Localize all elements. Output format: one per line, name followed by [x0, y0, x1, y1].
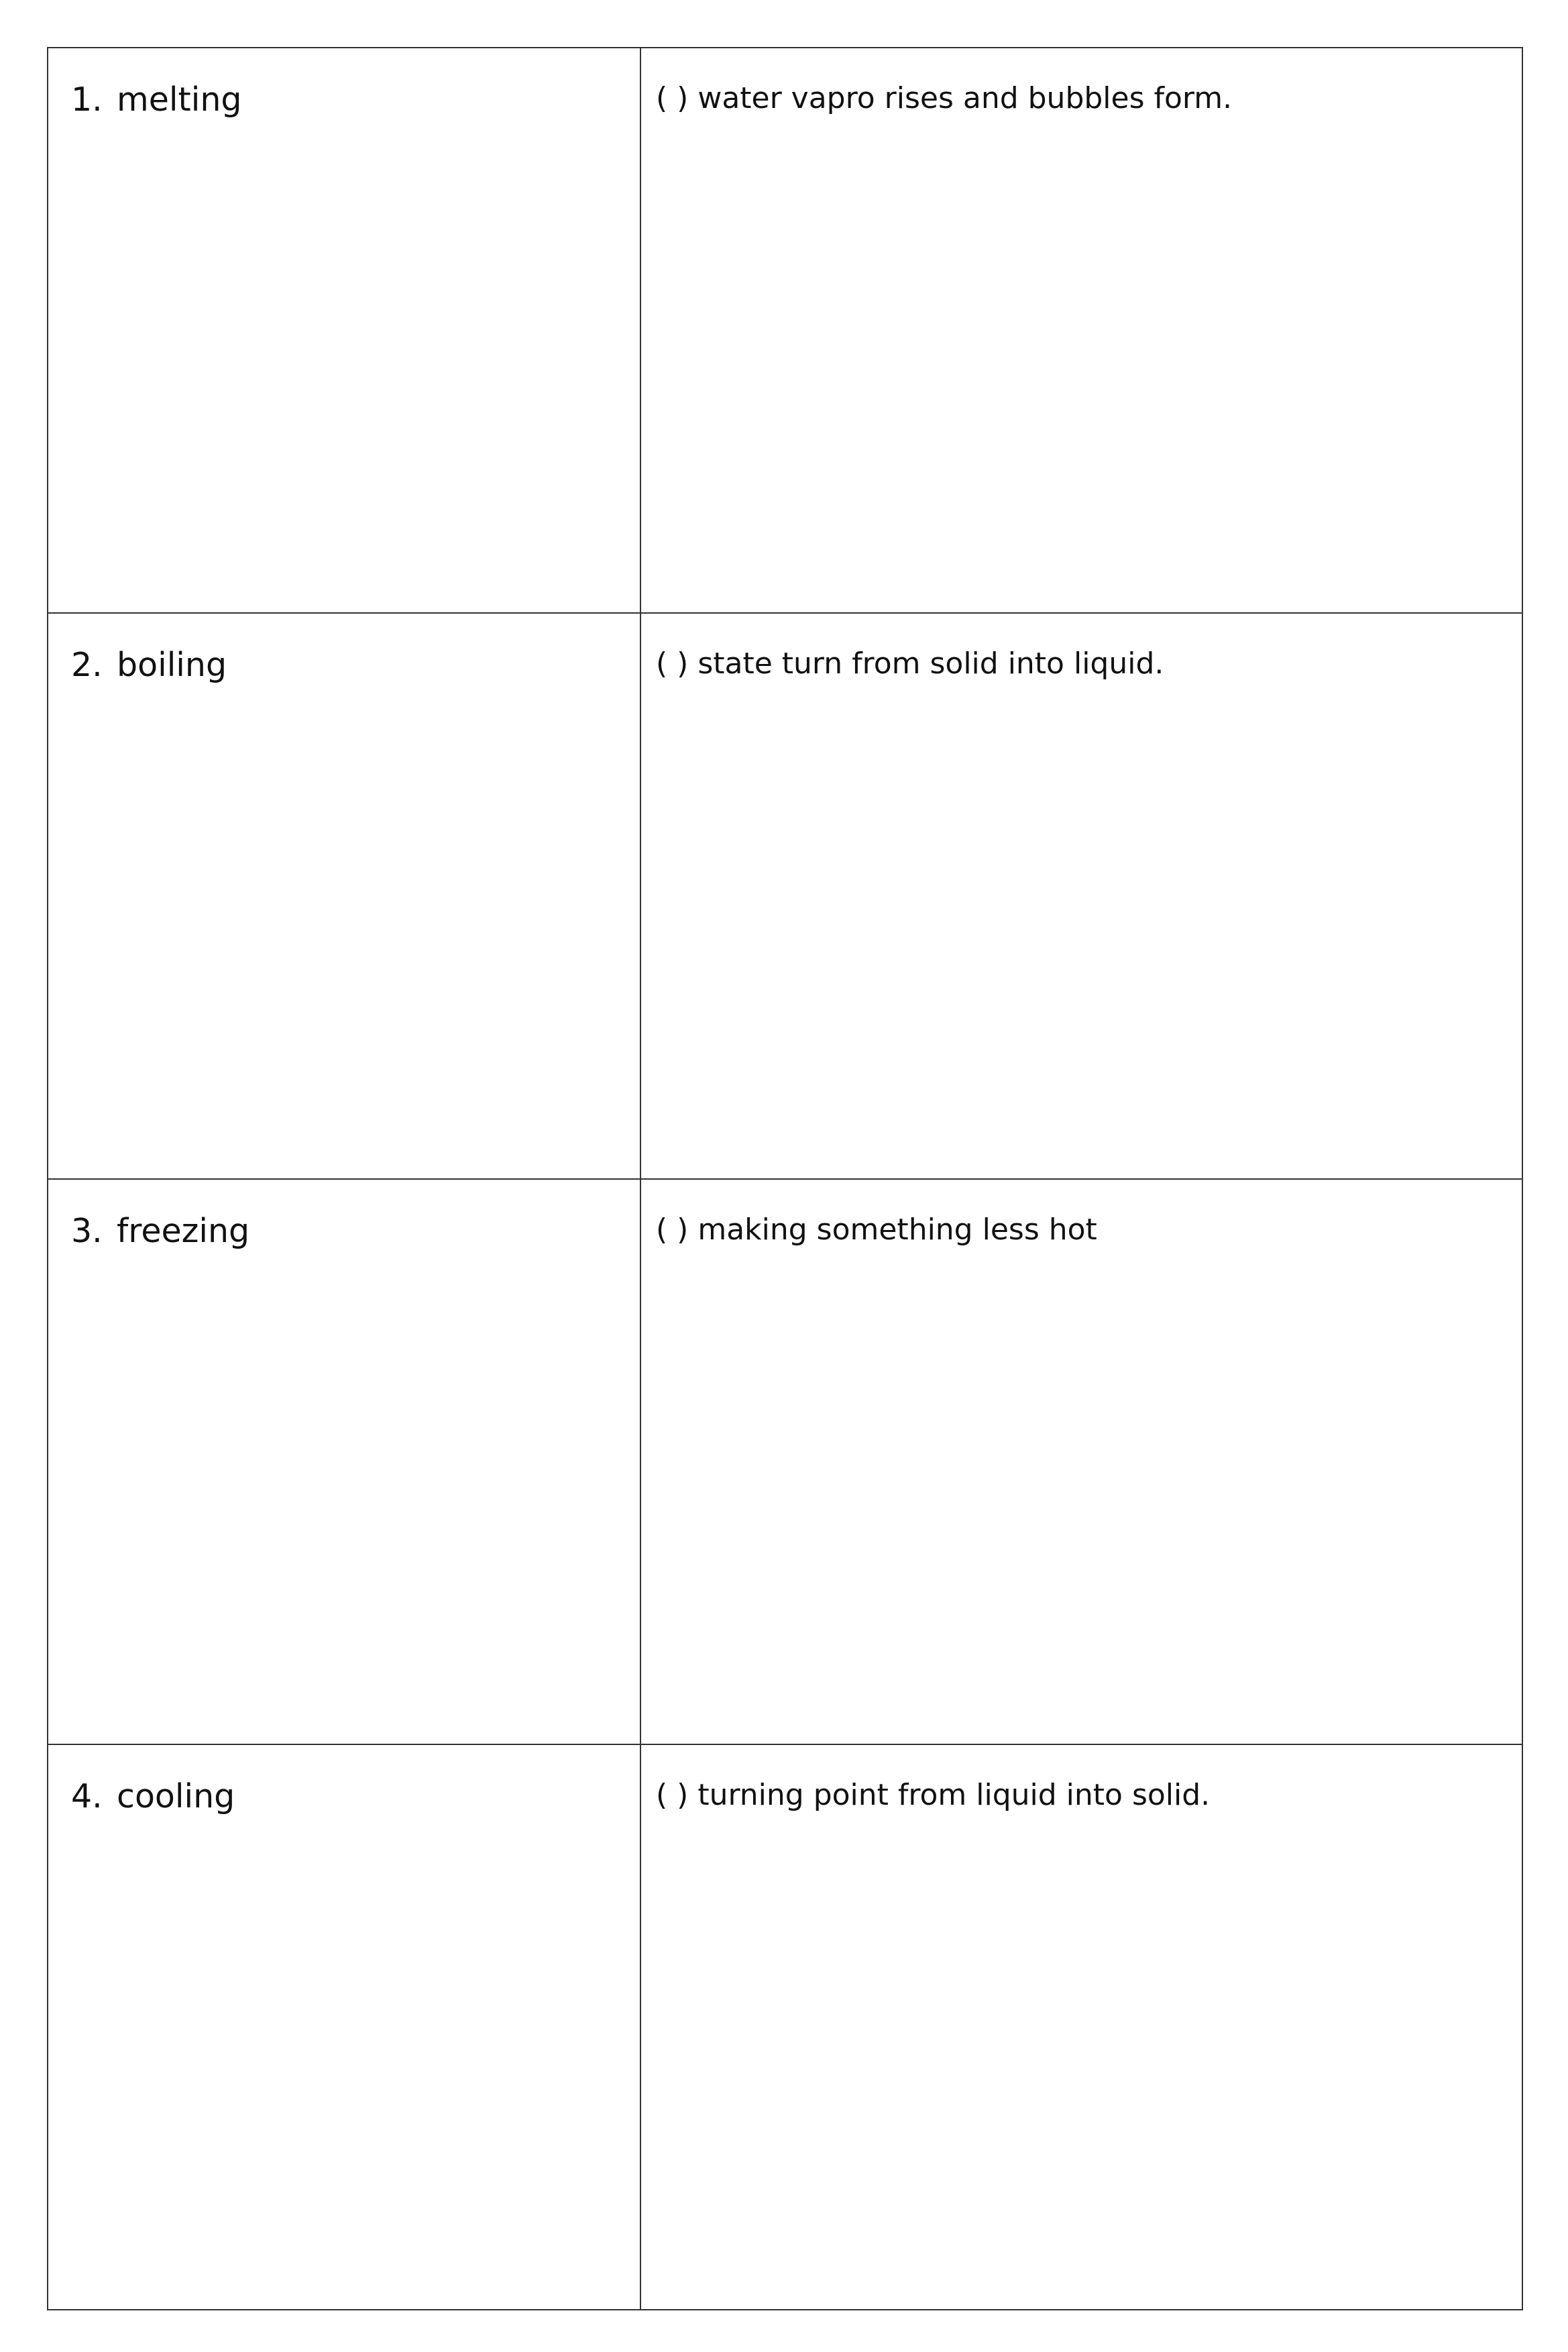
answer-blank-2: ( ) [656, 647, 689, 681]
term-3 [71, 1211, 640, 1252]
worksheet-row-2 [48, 613, 1522, 1178]
term-number-1: 1. [71, 80, 103, 119]
term-number-3: 3. [71, 1211, 103, 1250]
term-cell-4 [48, 1744, 640, 2310]
definition-text-4: turning point from liquid into solid. [697, 1777, 1211, 1812]
worksheet-row-1 [48, 48, 1522, 613]
answer-blank-1: ( ) [656, 81, 689, 115]
definition-cell-2 [640, 613, 1522, 1178]
term-1 [71, 79, 640, 121]
matching-worksheet-table [47, 47, 1523, 2310]
definition-text-3: making something less hot [697, 1212, 1097, 1247]
term-4 [71, 1776, 640, 1817]
definition-cell-1 [640, 48, 1522, 613]
definition-1 [656, 79, 1522, 118]
definition-cell-4 [640, 1744, 1522, 2310]
worksheet-row-4 [48, 1744, 1522, 2310]
definition-2 [656, 645, 1522, 683]
term-label-4: cooling [117, 1777, 235, 1815]
answer-blank-4: ( ) [656, 1777, 689, 1812]
definition-cell-3 [640, 1179, 1522, 1744]
term-cell-2 [48, 613, 640, 1178]
term-number-2: 2. [71, 646, 103, 685]
term-label-3: freezing [117, 1211, 250, 1250]
term-cell-1 [48, 48, 640, 613]
term-label-2: boiling [117, 646, 227, 685]
definition-4 [656, 1776, 1522, 1815]
answer-blank-3: ( ) [656, 1212, 689, 1247]
term-2 [71, 645, 640, 686]
worksheet-row-3 [48, 1179, 1522, 1744]
term-cell-3 [48, 1179, 640, 1744]
definition-text-1: water vapro rises and bubbles form. [697, 81, 1233, 115]
definition-3 [656, 1211, 1522, 1249]
term-number-4: 4. [71, 1777, 103, 1815]
definition-text-2: state turn from solid into liquid. [697, 647, 1164, 681]
term-label-1: melting [117, 80, 242, 119]
